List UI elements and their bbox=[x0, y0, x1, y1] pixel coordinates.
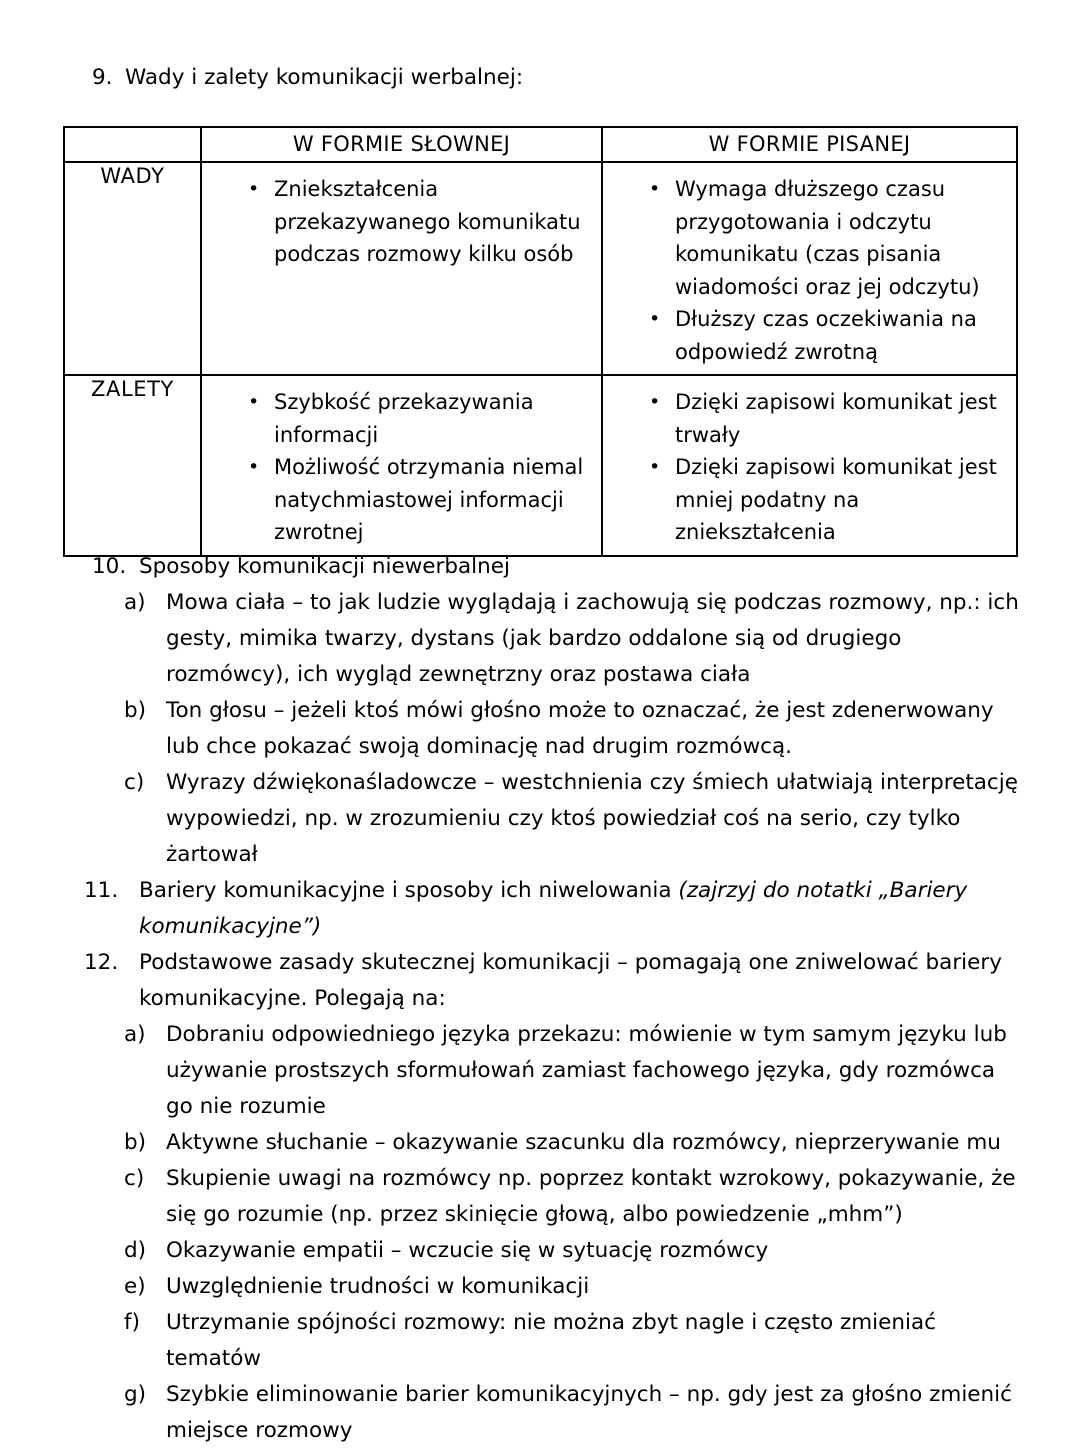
list-item: • Możliwość otrzymania niemal natychmiastowej informacji zwrotnej bbox=[248, 451, 595, 549]
item-12e bbox=[0, 1269, 1080, 1305]
table-corner-cell bbox=[64, 127, 201, 162]
list-item: • Dzięki zapisowi komunikat jest trwały bbox=[649, 386, 1010, 451]
item-12a-text: Dobraniu odpowiedniego języka przekazu: mówienie w tym samym języku lub używanie prostszych sformułowań zamiast fachowego języka, gdy rozmówca go nie rozumie bbox=[166, 1022, 1007, 1119]
table-row bbox=[64, 375, 1017, 556]
column-header-written: W FORMIE PISANEJ bbox=[602, 127, 1017, 162]
item-11 bbox=[0, 873, 1080, 945]
item-10c bbox=[0, 765, 1080, 873]
table-header-row bbox=[64, 127, 1017, 162]
item-12e-marker: e) bbox=[124, 1274, 146, 1299]
item-12-text: Podstawowe zasady skutecznej komunikacji – pomagają one zniwelować bariery komunikacyjne. Polegają na: bbox=[139, 950, 1002, 1011]
item-10b-text: Ton głosu – jeżeli ktoś mówi głośno może to oznaczać, że jest zdenerwowany lub chce pokazać swoją dominację nad drugim rozmówcą. bbox=[166, 698, 994, 759]
item-12-marker: 12. bbox=[84, 950, 119, 975]
item-12e-text: Uwzględnienie trudności w komunikacji bbox=[166, 1274, 590, 1299]
cell-wady-written bbox=[602, 162, 1017, 375]
item-12b-text: Aktywne słuchanie – okazywanie szacunku dla rozmówcy, nieprzerywanie mu bbox=[166, 1130, 1001, 1155]
item-12b-marker: b) bbox=[124, 1130, 147, 1155]
heading-number: 9. bbox=[92, 65, 113, 90]
item-12a bbox=[0, 1017, 1080, 1125]
item-10a bbox=[0, 585, 1080, 693]
item-12d-text: Okazywanie empatii – wczucie się w sytuację rozmówcy bbox=[166, 1238, 769, 1263]
item-10c-text: Wyrazy dźwiękonaśladowcze – westchnienia czy śmiech ułatwiają interpretację wypowiedzi, np. w zrozumieniu czy ktoś powiedział coś na serio, czy tylko żartował bbox=[166, 770, 1018, 867]
item-11-marker: 11. bbox=[84, 878, 119, 903]
heading-text: Wady i zalety komunikacji werbalnej: bbox=[125, 65, 524, 90]
page-title bbox=[92, 63, 523, 93]
list-item: • Dłuższy czas oczekiwania na odpowiedź zwrotną bbox=[649, 303, 1010, 368]
item-12g-text: Szybkie eliminowanie barier komunikacyjnych – np. gdy jest za głośno zmienić miejsce rozmowy bbox=[166, 1382, 1012, 1443]
item-10-marker: 10. bbox=[92, 554, 127, 579]
bullet-list bbox=[603, 163, 1016, 374]
bullet-list bbox=[202, 376, 601, 555]
item-11-text: Bariery komunikacyjne i sposoby ich niwelowania bbox=[139, 878, 679, 903]
item-10 bbox=[0, 549, 1080, 585]
item-12c-text: Skupienie uwagi na rozmówcy np. poprzez kontakt wzrokowy, pokazywanie, że się go rozumie (np. przez skinięcie głową, albo powiedzenie „mhm”) bbox=[166, 1166, 1016, 1227]
item-12d-marker: d) bbox=[124, 1238, 147, 1263]
item-11-italic-note: (zajrzyj do notatki „Bariery komunikacyjne”) bbox=[139, 878, 968, 939]
list-item: • Dzięki zapisowi komunikat jest mniej podatny na zniekształcenia bbox=[649, 451, 1010, 549]
item-12d bbox=[0, 1233, 1080, 1269]
wady-zalety-table bbox=[63, 126, 1018, 557]
list-item: • Szybkość przekazywania informacji bbox=[248, 386, 595, 451]
item-12f-text: Utrzymanie spójności rozmowy: nie można zbyt nagle i często zmieniać tematów bbox=[166, 1310, 936, 1371]
cell-zalety-written bbox=[602, 375, 1017, 556]
bullet-list bbox=[202, 163, 601, 277]
item-10c-marker: c) bbox=[124, 770, 145, 795]
item-10-text: Sposoby komunikacji niewerbalnej bbox=[139, 554, 510, 579]
item-12c bbox=[0, 1161, 1080, 1233]
item-12g bbox=[0, 1377, 1080, 1449]
table-row bbox=[64, 162, 1017, 375]
item-12g-marker: g) bbox=[124, 1382, 147, 1407]
item-10a-marker: a) bbox=[124, 590, 146, 615]
list-item: • Wymaga dłuższego czasu przygotowania i odczytu komunikatu (czas pisania wiadomości oraz jej odczytu) bbox=[649, 173, 1010, 303]
row-label-wady: WADY bbox=[64, 162, 201, 375]
bullet-list bbox=[603, 376, 1016, 555]
item-12f bbox=[0, 1305, 1080, 1377]
cell-wady-spoken bbox=[201, 162, 602, 375]
cell-zalety-spoken bbox=[201, 375, 602, 556]
list-item: • Zniekształcenia przekazywanego komunikatu podczas rozmowy kilku osób bbox=[248, 173, 595, 271]
item-10b bbox=[0, 693, 1080, 765]
row-label-zalety: ZALETY bbox=[64, 375, 201, 556]
item-10a-text: Mowa ciała – to jak ludzie wyglądają i zachowują się podczas rozmowy, np.: ich gesty, mimika twarzy, dystans (jak bardzo oddalone sią od drugiego rozmówcy), ich wygląd zewnętrzny oraz postawa ciała bbox=[166, 590, 1019, 687]
numbered-content bbox=[0, 549, 1080, 1449]
item-12 bbox=[0, 945, 1080, 1017]
item-12f-marker: f) bbox=[124, 1310, 140, 1335]
item-12a-marker: a) bbox=[124, 1022, 146, 1047]
item-12b bbox=[0, 1125, 1080, 1161]
item-12c-marker: c) bbox=[124, 1166, 145, 1191]
column-header-spoken: W FORMIE SŁOWNEJ bbox=[201, 127, 602, 162]
item-10b-marker: b) bbox=[124, 698, 147, 723]
